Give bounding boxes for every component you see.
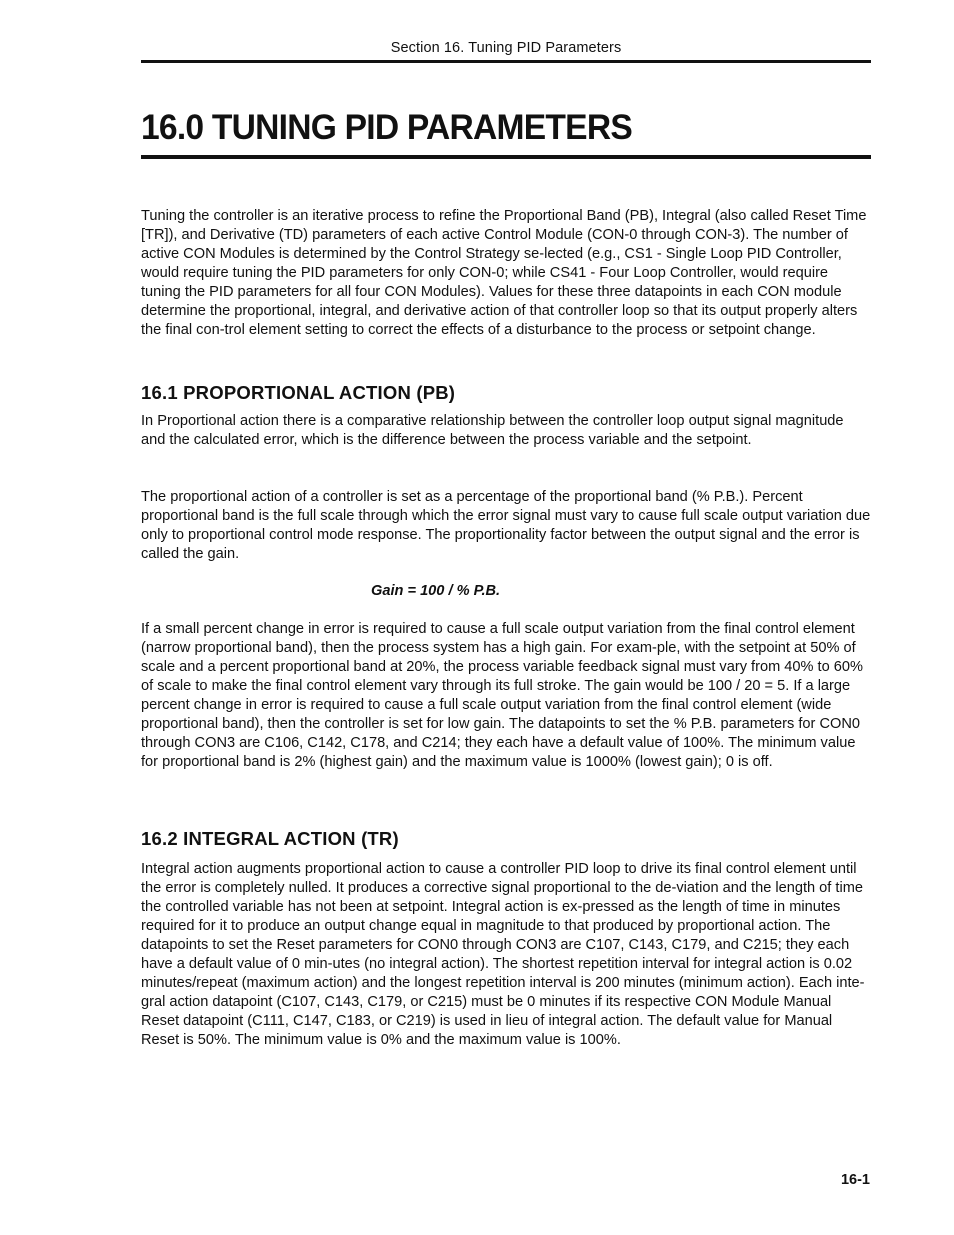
header-rule: [141, 60, 871, 63]
proportional-paragraph-3: If a small percent change in error is required to cause a full scale output variation from the final control element (narrow proportional band), then the process system has a high gain. For exam-ple, with the setpoint at 50% of scale and a percent proportional band at 20%, the process variable feedback signal must vary from 40% to 60% of scale to make the final control element vary through its full stroke. The gain would be 100 / 20 = 5. If a large percent change in error is required to cause a full scale output variation from the final control element (wide proportional band), then the controller is set for low gain. The datapoints to set the % P.B. parameters for CON0 through CON3 are C106, C142, C178, and C214; they each have a default value of 100%. The minimum value for proportional band is 2% (highest gain) and the maximum value is 1000% (lowest gain); 0 is off.: [141, 621, 863, 770]
gain-equation: Gain = 100 / % P.B.: [371, 583, 501, 599]
page-title: 16.0 TUNING PID PARAMETERS: [141, 108, 632, 147]
running-header: Section 16. Tuning PID Parameters: [390, 40, 622, 56]
integral-paragraph-1: Integral action augments proportional action to cause a controller PID loop to drive its final control element until the error is completely nulled. It produces a corrective signal proportional to the de-viation and the length of time the controlled variable has not been at setpoint. Integral action is ex-pressed as the length of time in minutes required for it to produce an output change equal in magnitude to that produced by proportional action. The datapoints to set the Reset parameters for CON0 through CON3 are C107, C143, C179, and C215; they each have a default value of 0 min-utes (no integral action). The shortest repetition interval for integral action is 0.02 minutes/repeat (maximum action) and the longest repetition interval is 200 minutes (minimum action). Each inte-gral action datapoint (C107, C143, C179, or C215) must be 0 minutes if its respective CON Module Manual Reset datapoint (C111, C147, C183, or C219) is used in lieu of integral action. The default value for Manual Reset is 50%. The minimum value is 0% and the maximum value is 100%.: [141, 861, 865, 1048]
page-number: 16-1: [840, 1172, 870, 1188]
title-rule: [141, 155, 871, 159]
intro-paragraph: Tuning the controller is an iterative process to refine the Proportional Band (PB), Integral (also called Reset Time [TR]), and Derivative (TD) parameters of each active Control Module (CON-0 through CON-3). The number of active CON Modules is determined by the Control Strategy se-lected (e.g., CS1 - Single Loop PID Controller, would require tuning the PID parameters for only CON-0; while CS41 - Four Loop Controller, would require tuning the PID parameters for all four CON Modules). Values for these three datapoints in each CON module determine the proportional, integral, and derivative action of that controller loop so that its output properly alters the final con-trol element setting to correct the effects of a disturbance to the process or setpoint change.: [141, 208, 867, 338]
proportional-paragraph-2: The proportional action of a controller is set as a percentage of the proportional band (% P.B.). Percent proportional band is the full scale through which the error signal must vary to cause full scale output variation due only to proportional control mode response. The proportionality factor between the output signal and the error is called the gain.: [141, 489, 871, 562]
section-heading-proportional: 16.1 PROPORTIONAL ACTION (PB): [141, 382, 456, 403]
page-content: [141, 207, 871, 1050]
section-heading-integral: 16.2 INTEGRAL ACTION (TR): [141, 828, 399, 849]
proportional-paragraph-1: In Proportional action there is a comparative relationship between the controller loop output signal magnitude and the calculated error, which is the difference between the process variable and the setpoint.: [141, 413, 844, 448]
